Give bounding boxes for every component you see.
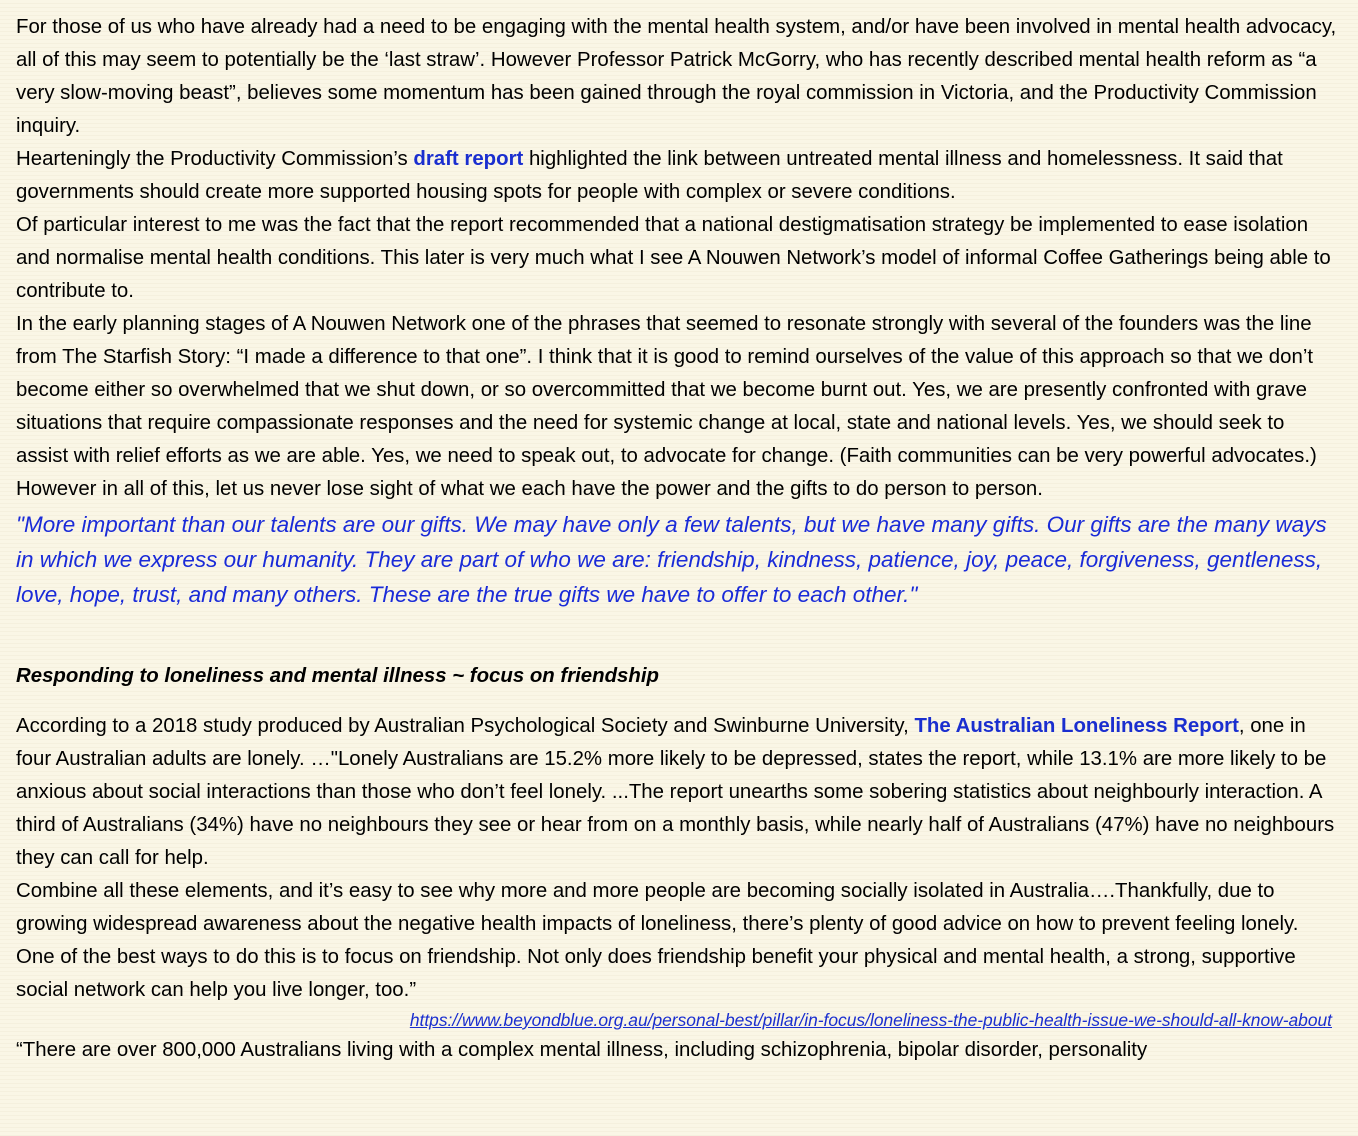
draft-report-link[interactable]: draft report [413,148,524,170]
paragraph-text: highlighted the link between untreated mental illness and homelessness. It said that governments should create more supported housing spots for people with complex or severe conditions. [16,148,1283,203]
paragraph-starfish-story: In the early planning stages of A Nouwen Network one of the phrases that seemed to resonate strongly with several of the founders was the line from The Starfish Story: “I made a difference to that one”. I think that it is good to remind ourselves of the value of this approach so that we don’t become either so overwhelmed that we shut down, or so overcommitted that we become burnt out. Yes, we are presently confronted with grave situations that require compassionate responses and the need for systemic change at local, state and national levels. Yes, we should seek to assist with relief efforts as we are able. Yes, we need to speak out, to advocate for change. (Faith communities can be very powerful advocates.) However in all of this, let us never lose sight of what we each have the power and the gifts to do person to person. [16,313,1317,500]
gifts-quote: "More important than our talents are our gifts. We may have only a few talents, but we have many gifts. Our gifts are the many ways in which we express our humanity. They are part of who we are: friendship, kindness, patience, joy, peace, forgiveness, gentleness, love, hope, trust, and many others. These are the true gifts we have to offer to each other." [16,512,1327,607]
loneliness-report-link[interactable]: The Australian Loneliness Report [914,715,1239,737]
paragraph-text: Hearteningly the Productivity Commission’s [16,148,414,170]
paragraph-productivity-commission [16,143,1342,209]
paragraph-loneliness-report [16,710,1342,875]
article-body [16,11,1342,1067]
beyondblue-source-link[interactable]: https://www.beyondblue.org.au/personal-best/pillar/in-focus/loneliness-the-public-health-issue-we-should-all-know-about [409,1010,1332,1030]
source-citation [16,1007,1332,1034]
paragraph-social-isolation: Combine all these elements, and it’s easy to see why more and more people are becoming socially isolated in Australia….Thankfully, due to growing widespread awareness about the negative health impacts of loneliness, there’s plenty of good advice on how to prevent feeling lonely. [16,880,1299,935]
paragraph-complex-mental-illness: “There are over 800,000 Australians living with a complex mental illness, including schizophrenia, bipolar disorder, personality [16,1039,1148,1061]
paragraph-friendship: One of the best ways to do this is to focus on friendship. Not only does friendship benefit your physical and mental health, a strong, supportive social network can help you live longer, too.” [16,946,1296,1001]
paragraph-text: , one in four Australian adults are lonely. …"Lonely Australians are 15.2% more likely to be depressed, states the report, while 13.1% are more likely to be anxious about social interactions than those who don’t feel lonely. ...The report unearths some sobering statistics about neighbourly interaction. A third of Australians (34%) have no neighbours they see or hear from on a monthly basis, while nearly half of Australians (47%) have no neighbours they can call for help. [16,715,1335,869]
paragraph-text: According to a 2018 study produced by Australian Psychological Society and Swinburne University, [16,715,915,737]
section-heading: Responding to loneliness and mental illness ~ focus on friendship [16,665,659,687]
paragraph-destigmatisation: Of particular interest to me was the fact that the report recommended that a national destigmatisation strategy be implemented to ease isolation and normalise mental health conditions. This later is very much what I see A Nouwen Network’s model of informal Coffee Gatherings being able to contribute to. [16,214,1331,302]
paragraph-mcgorry: For those of us who have already had a need to be engaging with the mental health system, and/or have been involved in mental health advocacy, all of this may seem to potentially be the ‘last straw’. However Professor Patrick McGorry, who has recently described mental health reform as “a very slow-moving beast”, believes some momentum has been gained through the royal commission in Victoria, and the Productivity Commission inquiry. [16,16,1337,137]
